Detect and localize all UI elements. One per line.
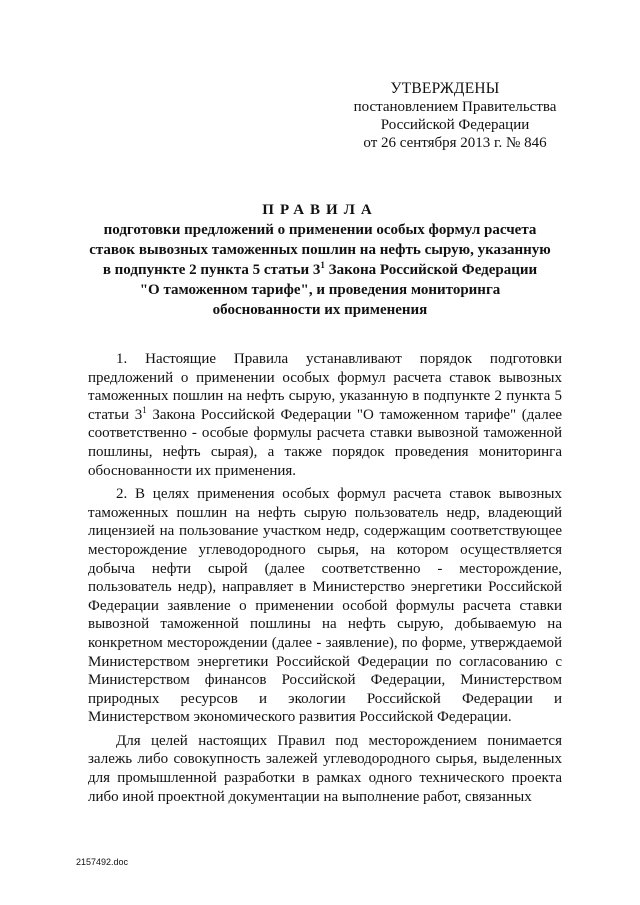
document-body	[88, 350, 562, 811]
paragraph-2: 2. В целях применения особых формул расчета ставок вывозных таможенных пошлин на нефть сырую пользователь недр, владеющий лицензией на пользование участком недр, содержащим соответствующее месторождение углеводородного сырья, на котором осуществляется добыча нефти сырой (далее соответственно - месторождение, пользователь недр), направляет в Министерство энергетики Российской Федерации заявление о применении особой формулы расчета ставки вывозной таможенной пошлины на нефть сырую, добываемую на конкретном месторождении (далее - заявление), по форме, утверждаемой Министерством энергетики Российской Федерации по согласованию с Министерством финансов Российской Федерации, Министерством природных ресурсов и экологии Российской Федерации и Министерством экономического развития Российской Федерации.	[88, 486, 562, 726]
approval-line-1: постановлением Правительства	[353, 99, 557, 115]
approval-line-3: от 26 сентября 2013 г. № 846	[363, 135, 547, 151]
subtitle-line-3-tail: Закона Российской Федерации	[324, 262, 538, 278]
paragraph-3: Для целей настоящих Правил под месторождением понимается залежь либо совокупность залежей углеводородного сырья, выделенных для промышленной разработки в рамках одного технического проекта либо иной проектной документации на выполнение работ, связанных	[88, 732, 562, 805]
paragraph-1	[88, 350, 562, 480]
approval-line-2: Российской Федерации	[380, 117, 530, 133]
subtitle-line-1: подготовки предложений о применении особых формул расчета	[103, 222, 537, 238]
document-subtitle	[80, 220, 560, 320]
subtitle-superscript: 1	[320, 260, 325, 270]
subtitle-line-5: обоснованности их применения	[212, 302, 428, 318]
subtitle-line-2: ставок вывозных таможенных пошлин на нефть сырую, указанную	[89, 242, 551, 258]
approval-block	[330, 80, 580, 152]
subtitle-line-4: "О таможенном тарифе", и проведения мониторинга	[139, 282, 501, 298]
paragraph-1-tail: Закона Российской Федерации "О таможенном тарифе" (далее соответственно - особые формулы расчета ставки вывозной таможенной пошлины, нефть сырая), а также порядок проведения мониторинга обоснованности их применения.	[88, 406, 563, 479]
paragraph-1-superscript: 1	[142, 404, 147, 415]
footer-filename: 2157492.doc	[76, 857, 129, 867]
subtitle-line-3	[80, 260, 560, 280]
subtitle-line-3-text: в подпункте 2 пункта 5 статьи 3	[102, 262, 321, 278]
document-title: ПРАВИЛА	[262, 202, 378, 218]
approval-heading: УТВЕРЖДЕНЫ	[390, 80, 500, 97]
paragraph-1-text: 1. Настоящие Правила устанавливают порядок подготовки предложений о применении особых формул расчета ставок вывозных таможенных пошлин на нефть сырую, указанную в подпункте 2 пункта 5 статьи 3	[88, 351, 562, 423]
